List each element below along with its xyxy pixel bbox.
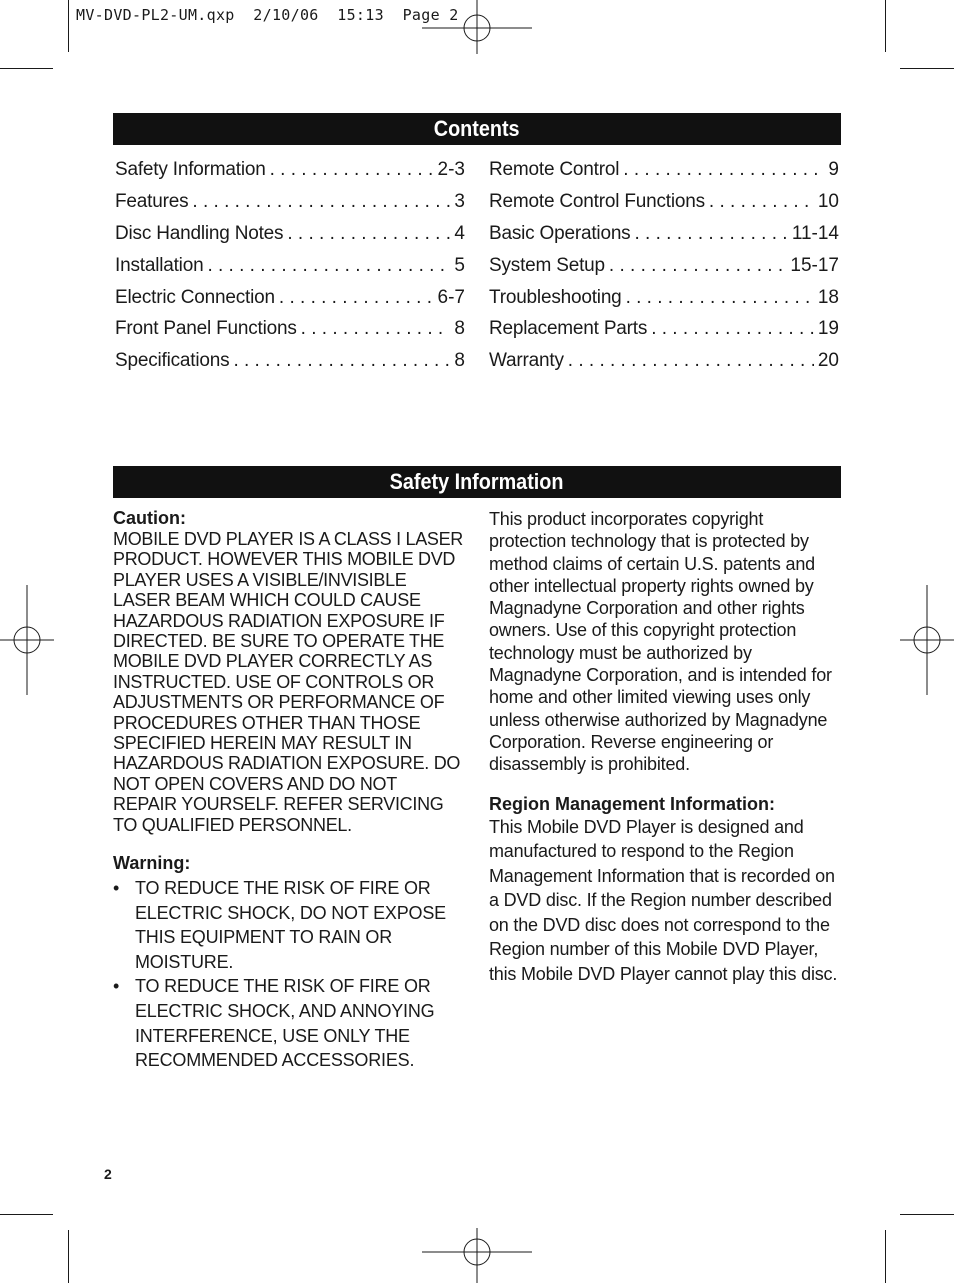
toc-entry-page: 20: [817, 350, 839, 372]
safety-left-column: [113, 508, 465, 1073]
toc-entry-page: 8: [454, 350, 465, 372]
toc-entry-page: 10: [817, 190, 839, 212]
crop-mark-bottom-right-h: [900, 1214, 954, 1215]
safety-header: [113, 466, 841, 498]
toc-entry-page: 8: [454, 318, 465, 340]
toc-right-column: [489, 154, 839, 377]
registration-mark-right-icon: [900, 585, 954, 695]
toc-entry[interactable]: [115, 218, 465, 250]
crop-mark-top-left-h: [0, 68, 53, 69]
toc-entry[interactable]: [489, 218, 839, 250]
warning-list: [113, 876, 465, 1073]
region-text: This Mobile DVD Player is designed and manufactured to respond to the Region Management Information that is recorded on a DVD disc. If the Region number described on the DVD disc does not correspond to the Region number of this Mobile DVD Player, this Mobile DVD Player cannot play this disc.: [489, 816, 838, 984]
toc-entry-title: Troubleshooting: [489, 286, 622, 308]
toc-entry-page: 4: [454, 222, 465, 244]
toc-entry[interactable]: [115, 154, 465, 186]
crop-mark-bottom-left-v: [68, 1230, 69, 1283]
caution-heading: Caution:: [113, 508, 186, 528]
region-heading: Region Management Information:: [489, 793, 776, 814]
toc-entry-title: Remote Control: [489, 159, 620, 180]
toc-leader-dots: [287, 218, 450, 250]
toc-entry-page: 19: [817, 318, 839, 340]
toc-entry[interactable]: [489, 186, 839, 218]
toc-entry-title: Replacement Parts: [489, 318, 648, 340]
registration-mark-left-icon: [0, 585, 54, 695]
copyright-text: This product incorporates copyright protection technology that is protected by method claims of certain U.S. patents and other intellectual property rights owned by Magnadyne Corporation and other rights owners. Use of this copyright protection technology must be authorized by Magnadyne Corporation, and is intended for home and other limited viewing uses only unless otherwise authorized by Magnadyne Corporation. Reverse engineering or disassembly is prohibited.: [489, 509, 832, 775]
page-number: 2: [104, 1166, 112, 1182]
toc-entry[interactable]: [489, 345, 839, 377]
toc-entry-page: 9: [828, 159, 839, 180]
toc-entry-title: Installation: [115, 254, 204, 276]
toc-leader-dots: [623, 154, 824, 186]
toc-entry-title: Specifications: [115, 350, 230, 372]
toc-entry-title: Safety Information: [115, 159, 266, 180]
toc-leader-dots: [301, 313, 451, 345]
registration-mark-top-icon: [422, 0, 532, 54]
toc-entry-title: Remote Control Functions: [489, 190, 705, 212]
toc-entry[interactable]: [115, 345, 465, 377]
toc-entry-title: Electric Connection: [115, 286, 275, 308]
toc-entry[interactable]: [115, 186, 465, 218]
toc-entry-title: Basic Operations: [489, 222, 631, 244]
print-slug: MV-DVD-PL2-UM.qxp 2/10/06 15:13 Page 2: [76, 6, 459, 24]
toc-leader-dots: [233, 345, 450, 377]
toc-entry-title: Disc Handling Notes: [115, 222, 284, 244]
toc-entry-title: Front Panel Functions: [115, 318, 297, 340]
toc-entry[interactable]: [489, 282, 839, 314]
contents-title: Contents: [434, 116, 520, 141]
toc-entry-title: Features: [115, 190, 189, 212]
toc-entry-page: 5: [454, 254, 465, 276]
crop-mark-bottom-right-v: [885, 1230, 886, 1283]
toc-left-column: [115, 154, 465, 377]
crop-mark-top-left-v: [68, 0, 69, 52]
caution-text: MOBILE DVD PLAYER IS A CLASS I LASER PRODUCT. HOWEVER THIS MOBILE DVD PLAYER USES A VISIBLE/INVISIBLE LASER BEAM WHICH COULD CAUSE HAZARDOUS RADIATION EXPOSURE IF DIRECTED. BE SURE TO OPERATE THE MOBILE DVD PLAYER CORRECTLY AS INSTRUCTED. USE OF CONTROLS OR ADJUSTMENTS OR PERFORMANCE OF PROCEDURES OTHER THAN THOSE SPECIFIED HEREIN MAY RESULT IN HAZARDOUS RADIATION EXPOSURE. DO NOT OPEN COVERS AND DO NOT REPAIR YOURSELF. REFER SERVICING TO QUALIFIED PERSONNEL.: [113, 529, 464, 835]
toc-leader-dots: [626, 282, 814, 314]
toc-entry[interactable]: [115, 313, 465, 345]
toc-leader-dots: [207, 250, 450, 282]
toc-leader-dots: [192, 186, 450, 218]
toc-entry-page: 15-17: [790, 254, 839, 276]
safety-right-column: [489, 508, 841, 986]
toc-leader-dots: [568, 345, 814, 377]
warning-item: • TO REDUCE THE RISK OF FIRE OR ELECTRIC SHOCK, AND ANNOYING INTERFERENCE, USE ONLY THE RECOMMENDED ACCESSORIES.: [113, 974, 455, 1072]
registration-mark-bottom-icon: [422, 1228, 532, 1283]
warning-heading: Warning:: [113, 853, 191, 874]
toc-entry-page: 3: [454, 190, 465, 212]
toc-entry-title: System Setup: [489, 254, 605, 276]
toc-entry-page: 2-3: [437, 159, 465, 180]
toc-leader-dots: [270, 154, 434, 186]
toc-leader-dots: [609, 250, 787, 282]
safety-title: Safety Information: [390, 469, 564, 494]
toc-entry[interactable]: [489, 154, 839, 186]
toc-leader-dots: [651, 313, 814, 345]
toc-leader-dots: [709, 186, 814, 218]
contents-header: [113, 113, 841, 145]
toc-entry-page: 6-7: [437, 286, 465, 308]
toc-entry[interactable]: [489, 250, 839, 282]
crop-mark-top-right-h: [900, 68, 954, 69]
toc-entry-page: 11-14: [791, 222, 839, 244]
toc-entry[interactable]: [115, 250, 465, 282]
toc-entry[interactable]: [489, 313, 839, 345]
toc-entry-title: Warranty: [489, 350, 564, 372]
toc-leader-dots: [634, 218, 787, 250]
warning-item: • TO REDUCE THE RISK OF FIRE OR ELECTRIC SHOCK, DO NOT EXPOSE THIS EQUIPMENT TO RAIN OR MOISTURE.: [113, 876, 455, 974]
crop-mark-bottom-left-h: [0, 1214, 53, 1215]
toc-entry[interactable]: [115, 282, 465, 314]
toc-leader-dots: [279, 282, 434, 314]
crop-mark-top-right-v: [885, 0, 886, 52]
toc-entry-page: 18: [817, 286, 839, 308]
